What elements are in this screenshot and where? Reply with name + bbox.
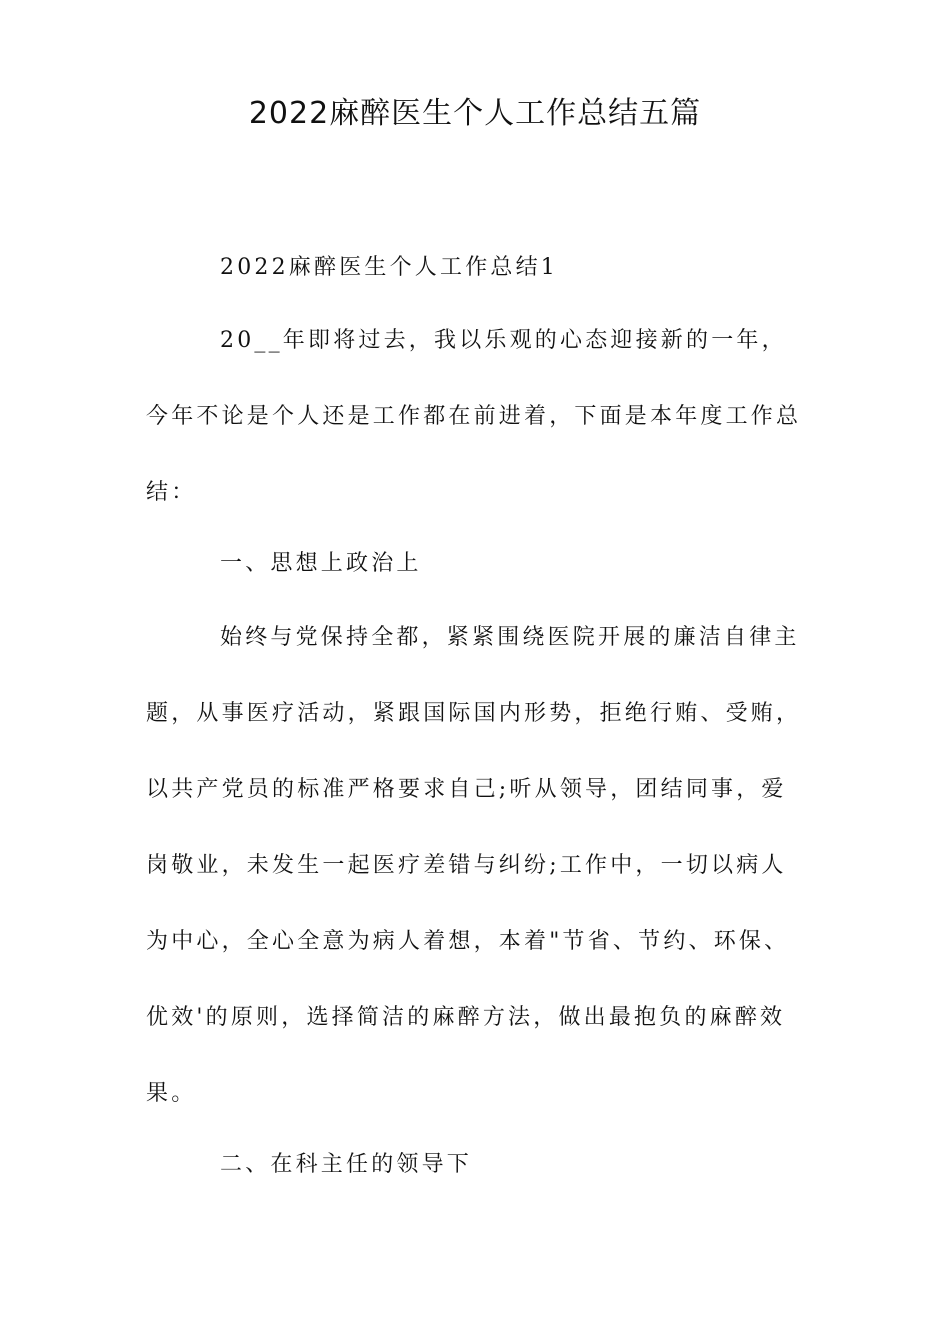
- section-heading: 2022麻醉医生个人工作总结1: [220, 255, 558, 280]
- paragraph-ideology-politics: 始终与党保持全都，紧紧围绕医院开展的廉洁自律主题，从事医疗活动，紧跟国际国内形势，拒绝行贿、受贿，以共产党员的标准严格要求自己;听从领导，团结同事，爱岗敬业，未发生一起医疗差错与纠纷;工作中，一切以病人为中心，全心全意为病人着想，本着"节省、节约、环保、优效'的原则，选择简洁的麻醉方法，做出最抱负的麻醉效果。: [146, 625, 802, 1106]
- intro-paragraph: 20__年即将过去，我以乐观的心态迎接新的一年，今年不论是个人还是工作都在前进着，下面是本年度工作总结：: [146, 328, 802, 505]
- subheading-under-director: 二、在科主任的领导下: [220, 1152, 473, 1177]
- subheading-ideology-politics: 一、思想上政治上: [220, 551, 422, 576]
- document-title: 2022麻醉医生个人工作总结五篇: [248, 96, 702, 131]
